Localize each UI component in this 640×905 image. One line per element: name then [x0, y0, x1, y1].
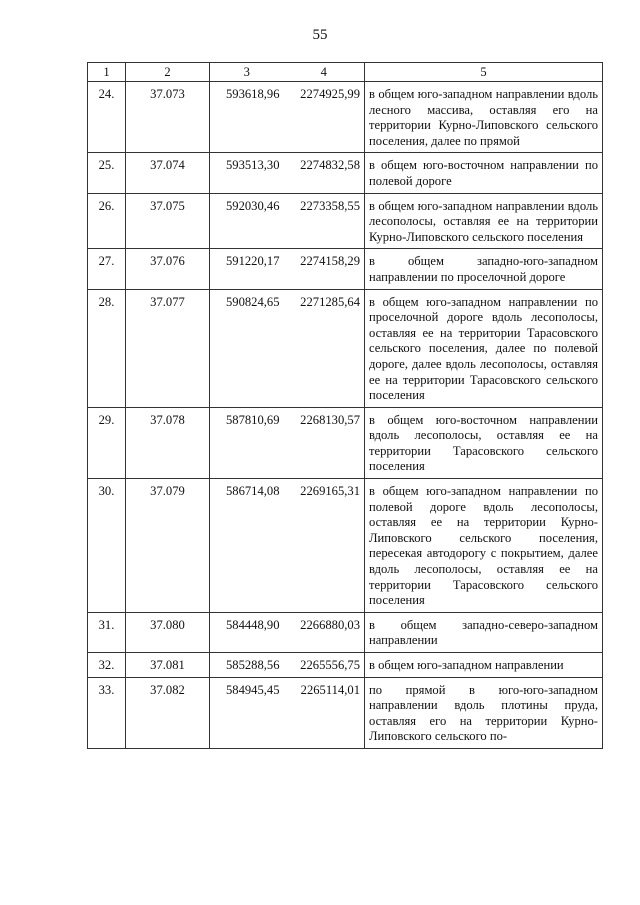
point-code: 37.082 — [126, 677, 210, 748]
row-number: 31. — [88, 612, 126, 652]
row-number: 24. — [88, 82, 126, 153]
boundary-description: по прямой в юго-юго-западном направлении вдоль плотины пруда, оставляя его на территории Курно-Липовского сельского по- — [365, 677, 603, 748]
boundary-table — [87, 62, 603, 749]
coordinate-x: 585288,56 — [210, 653, 284, 678]
table-row — [88, 653, 603, 678]
point-code: 37.080 — [126, 612, 210, 652]
point-code: 37.076 — [126, 249, 210, 289]
point-code: 37.081 — [126, 653, 210, 678]
coordinate-y: 2274158,29 — [284, 249, 365, 289]
row-number: 32. — [88, 653, 126, 678]
table-row — [88, 193, 603, 249]
header-col-3: 3 — [210, 63, 284, 82]
table-body — [88, 82, 603, 749]
coordinate-y: 2274925,99 — [284, 82, 365, 153]
boundary-description: в общем юго-западном направлении вдоль лесного массива, оставляя его на территории Курно-Липовского сельского поселения, далее по прямой — [365, 82, 603, 153]
point-code: 37.075 — [126, 193, 210, 249]
coordinate-x: 592030,46 — [210, 193, 284, 249]
point-code: 37.077 — [126, 289, 210, 407]
point-code: 37.079 — [126, 479, 210, 613]
coordinate-y: 2265114,01 — [284, 677, 365, 748]
row-number: 33. — [88, 677, 126, 748]
header-col-5: 5 — [365, 63, 603, 82]
boundary-description: в общем западно-юго-западном направлении по проселочной дороге — [365, 249, 603, 289]
coordinate-x: 593513,30 — [210, 153, 284, 193]
coordinate-x: 591220,17 — [210, 249, 284, 289]
header-col-4: 4 — [284, 63, 365, 82]
row-number: 28. — [88, 289, 126, 407]
coordinate-y: 2266880,03 — [284, 612, 365, 652]
table-row — [88, 289, 603, 407]
coordinate-y: 2273358,55 — [284, 193, 365, 249]
coordinate-x: 587810,69 — [210, 407, 284, 478]
point-code: 37.073 — [126, 82, 210, 153]
boundary-description: в общем юго-восточном направлении по полевой дороге — [365, 153, 603, 193]
boundary-description: в общем юго-западном направлении — [365, 653, 603, 678]
row-number: 26. — [88, 193, 126, 249]
boundary-description: в общем юго-западном направлении по проселочной дороге вдоль лесополосы, оставляя ее на территории Тарасовского сельского поселения, далее по полевой дороге, далее вдоль лесополосы, оставляя ее на территории Тарасовского сельского поселения — [365, 289, 603, 407]
coordinate-y: 2271285,64 — [284, 289, 365, 407]
header-col-1: 1 — [88, 63, 126, 82]
row-number: 27. — [88, 249, 126, 289]
boundary-description: в общем западно-северо-западном направлении — [365, 612, 603, 652]
coordinate-y: 2274832,58 — [284, 153, 365, 193]
table-row — [88, 407, 603, 478]
row-number: 25. — [88, 153, 126, 193]
header-col-2: 2 — [126, 63, 210, 82]
table-row — [88, 479, 603, 613]
coordinate-x: 584448,90 — [210, 612, 284, 652]
page-number: 55 — [312, 27, 328, 43]
coordinate-y: 2265556,75 — [284, 653, 365, 678]
row-number: 30. — [88, 479, 126, 613]
coordinate-y: 2269165,31 — [284, 479, 365, 613]
table-header-row — [88, 63, 603, 82]
coordinate-x: 590824,65 — [210, 289, 284, 407]
boundary-description: в общем юго-западном направлении вдоль лесополосы, оставляя ее на территории Курно-Липовского сельского поселения — [365, 193, 603, 249]
coordinate-y: 2268130,57 — [284, 407, 365, 478]
table-row — [88, 677, 603, 748]
table-row — [88, 153, 603, 193]
boundary-description: в общем юго-восточном направлении вдоль лесополосы, оставляя ее на территории Тарасовского сельского поселения — [365, 407, 603, 478]
table-row — [88, 612, 603, 652]
point-code: 37.078 — [126, 407, 210, 478]
coordinate-x: 584945,45 — [210, 677, 284, 748]
point-code: 37.074 — [126, 153, 210, 193]
coordinate-x: 593618,96 — [210, 82, 284, 153]
boundary-description: в общем юго-западном направлении по полевой дороге вдоль лесополосы, оставляя ее на территории Курно-Липовского сельского поселения, пересекая автодорогу с покрытием, далее вдоль лесополосы, оставляя ее на территории Тарасовского сельского поселения — [365, 479, 603, 613]
coordinate-x: 586714,08 — [210, 479, 284, 613]
row-number: 29. — [88, 407, 126, 478]
table-row — [88, 82, 603, 153]
table-row — [88, 249, 603, 289]
